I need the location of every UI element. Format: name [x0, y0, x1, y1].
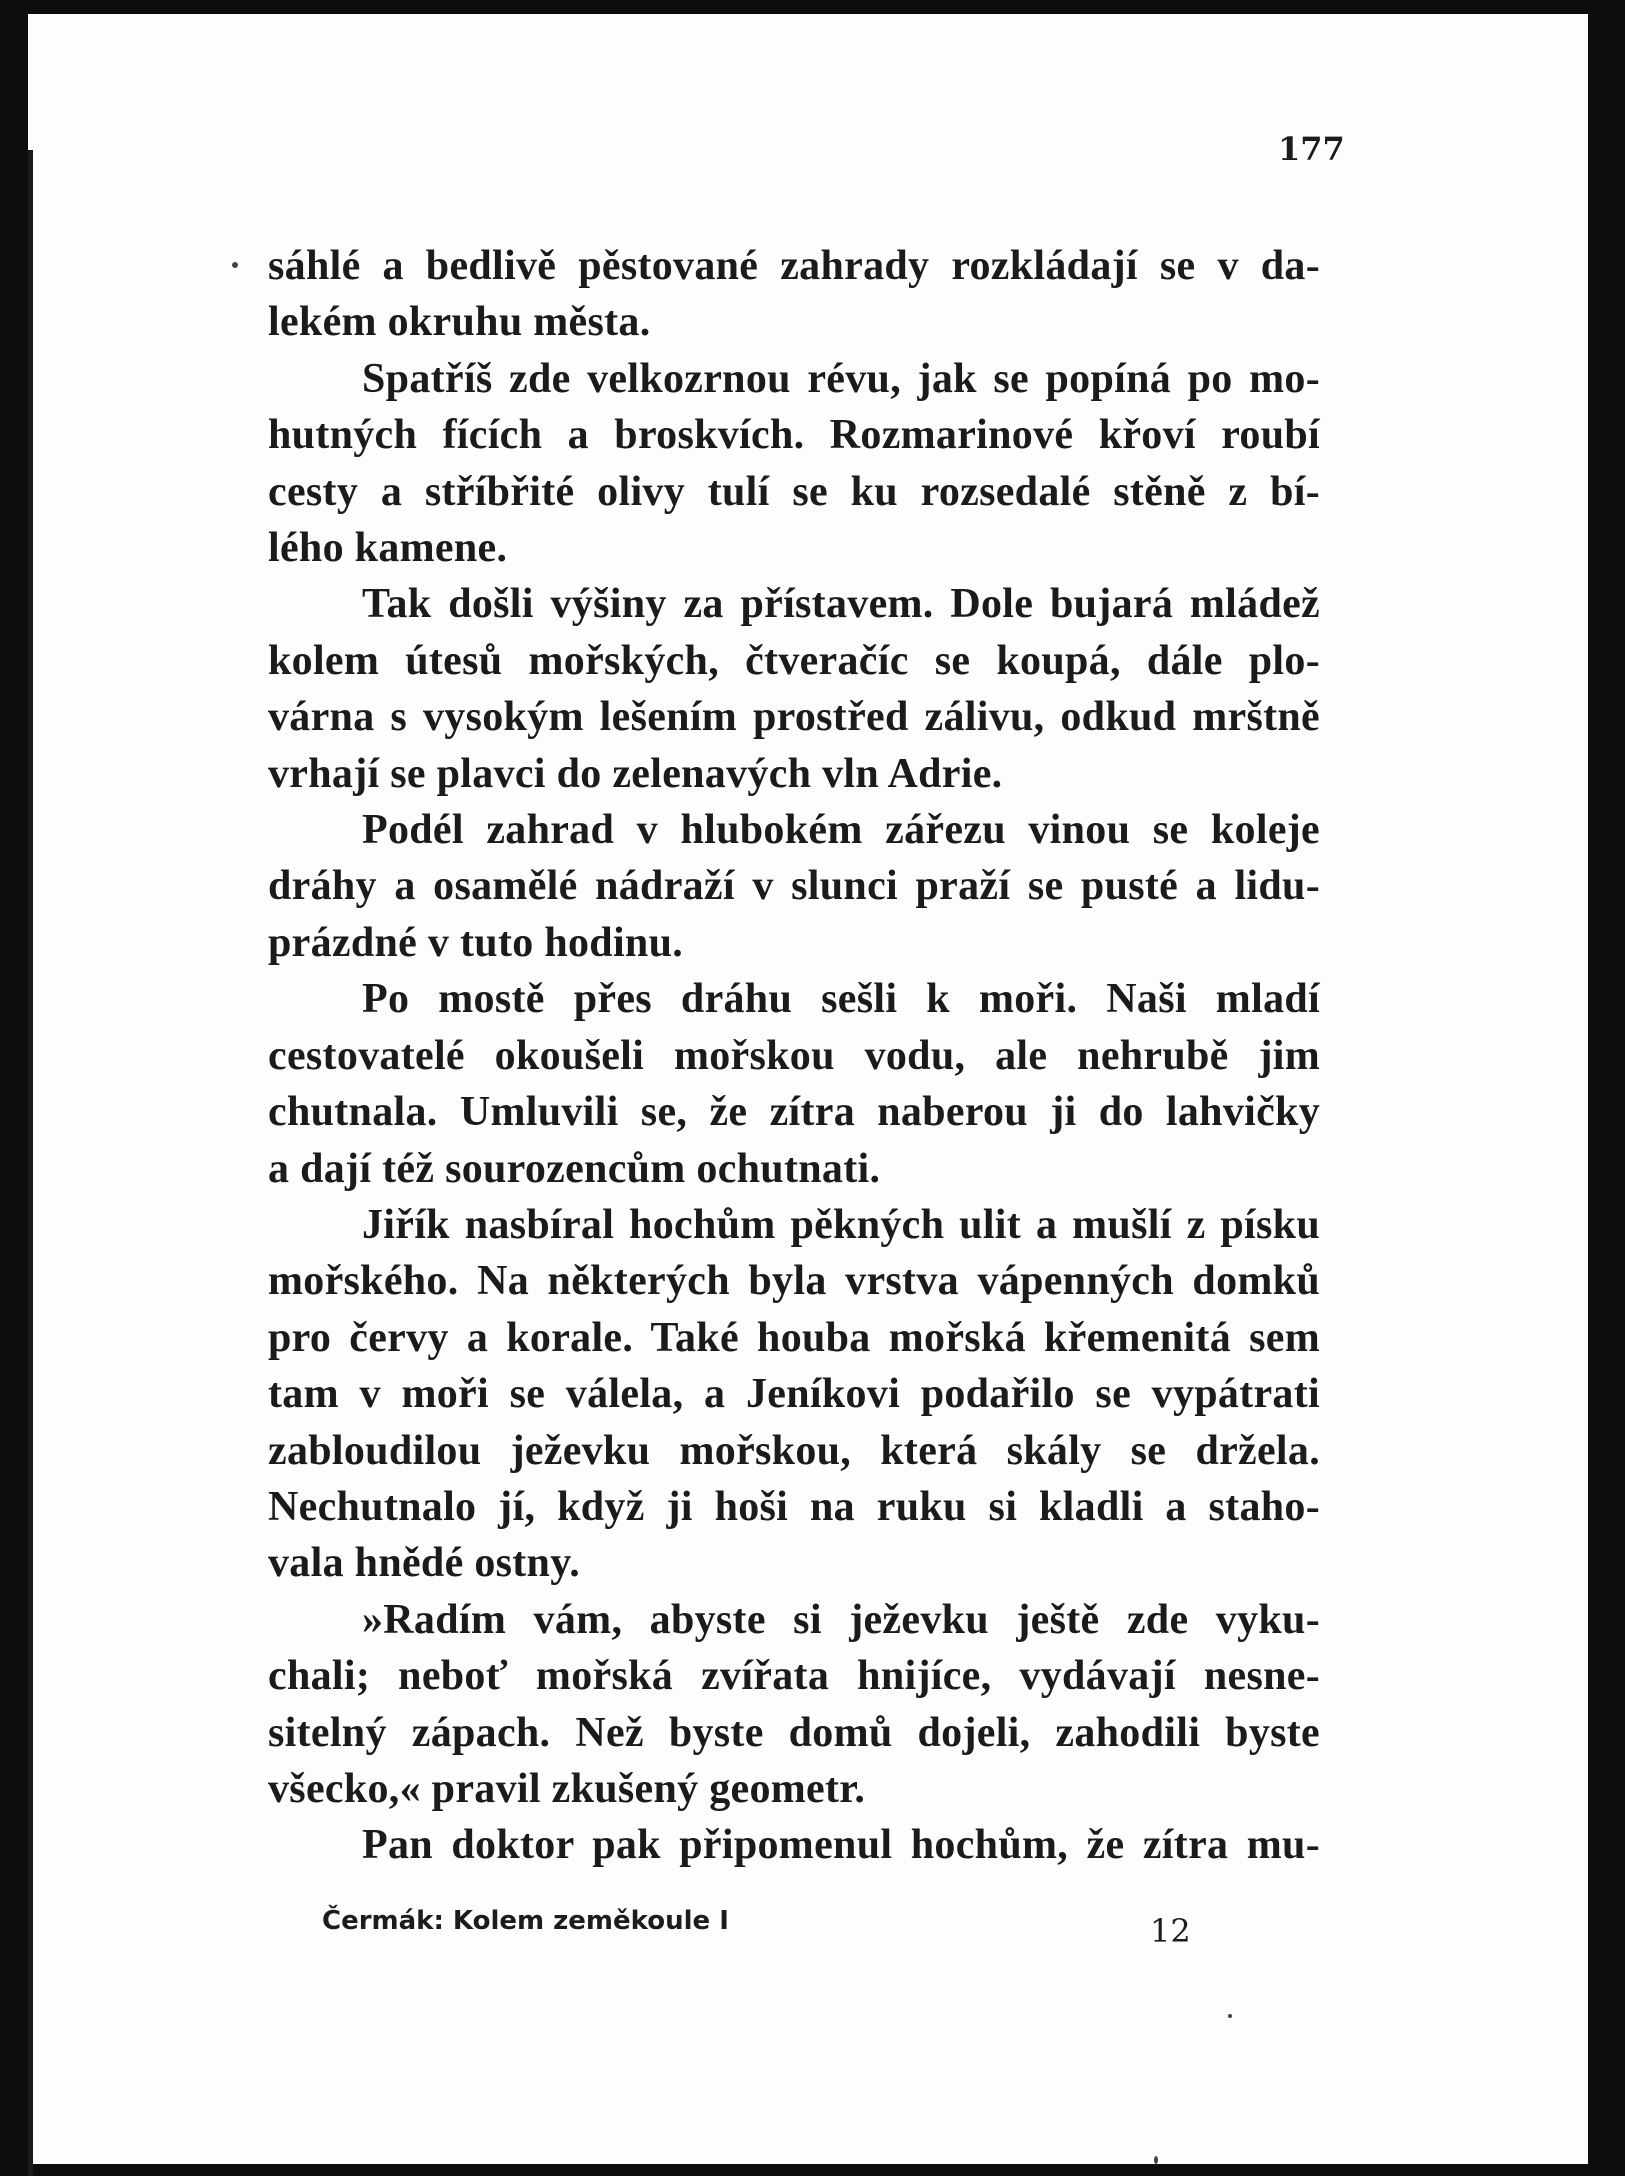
text-line: sáhlé a bedlivě pěstované zahrady rozkládají se v da-	[268, 243, 1320, 289]
text-line: prázdné v tuto hodinu.	[268, 919, 684, 966]
page-gutter-line	[28, 150, 33, 2176]
text-line: Podél zahrad v hlubokém zářezu vinou se koleje	[362, 807, 1320, 854]
text-line: »Radím vám, abyste si ježevku ještě zde vyku-	[362, 1596, 1320, 1643]
text-line: Spatříš zde velkozrnou révu, jak se popíná po mo-	[362, 355, 1320, 402]
text-line: a dají též sourozencům ochutnati.	[268, 1145, 881, 1192]
text-line: Nechutnalo jí, když ji hoši na ruku si kladli a staho-	[268, 1483, 1320, 1530]
text-line: Jiřík nasbíral hochům pěkných ulit a mušlí z písku	[362, 1201, 1320, 1248]
text-line: chali; neboť mořská zvířata hnijíce, vydávají nesne-	[268, 1653, 1320, 1700]
page-number: 177	[1278, 130, 1345, 168]
print-speck	[1154, 2156, 1158, 2164]
text-line: sitelný zápach. Než byste domů dojeli, zahodili byste	[268, 1709, 1320, 1756]
text-line: vala hnědé ostny.	[268, 1540, 580, 1587]
text-line: chutnala. Umluvili se, že zítra naberou ji do lahvičky	[268, 1089, 1320, 1136]
text-line: lekém okruhu města.	[268, 299, 651, 346]
footer-signature: Čermák: Kolem zeměkoule I	[322, 1906, 729, 1936]
text-line: lého kamene.	[268, 525, 508, 572]
text-line: cestovatelé okoušeli mořskou vodu, ale nehrubě jim	[268, 1032, 1320, 1079]
text-line: várna s vysokým lešením prostřed zálivu, odkud mrštně	[268, 694, 1320, 741]
text-line: hutných fících a broskvích. Rozmarinové křoví roubí	[268, 412, 1320, 459]
text-line: mořského. Na některých byla vrstva vápenných domků	[268, 1258, 1320, 1305]
text-line: zabloudilou ježevku mořskou, která skály se držela.	[268, 1427, 1320, 1474]
text-line: Po mostě přes dráhu sešli k moři. Naši mladí	[362, 976, 1320, 1023]
print-speck	[232, 262, 238, 268]
text-line: vrhají se plavci do zelenavých vln Adrie.	[268, 750, 1003, 797]
text-line: Pan doktor pak připomenul hochům, že zítra mu-	[362, 1822, 1320, 1869]
text-line: cesty a stříbřité olivy tulí se ku rozsedalé stěně z bí-	[268, 468, 1320, 515]
sheet-number: 12	[1150, 1912, 1191, 1950]
body-text	[268, 238, 1320, 1874]
text-line: všecko,« pravil zkušený geometr.	[268, 1765, 866, 1812]
text-line: tam v moři se válela, a Jeníkovi podařilo se vypátrati	[268, 1371, 1320, 1418]
text-line: dráhy a osamělé nádraží v slunci praží se pusté a lidu-	[268, 863, 1320, 910]
text-line: kolem útesů mořských, čtveračíc se koupá, dále plo-	[268, 637, 1320, 684]
text-line: pro červy a korale. Také houba mořská křemenitá sem	[268, 1314, 1320, 1361]
print-speck	[1228, 2014, 1232, 2018]
text-line: Tak došli výšiny za přístavem. Dole bujará mládež	[362, 581, 1320, 628]
